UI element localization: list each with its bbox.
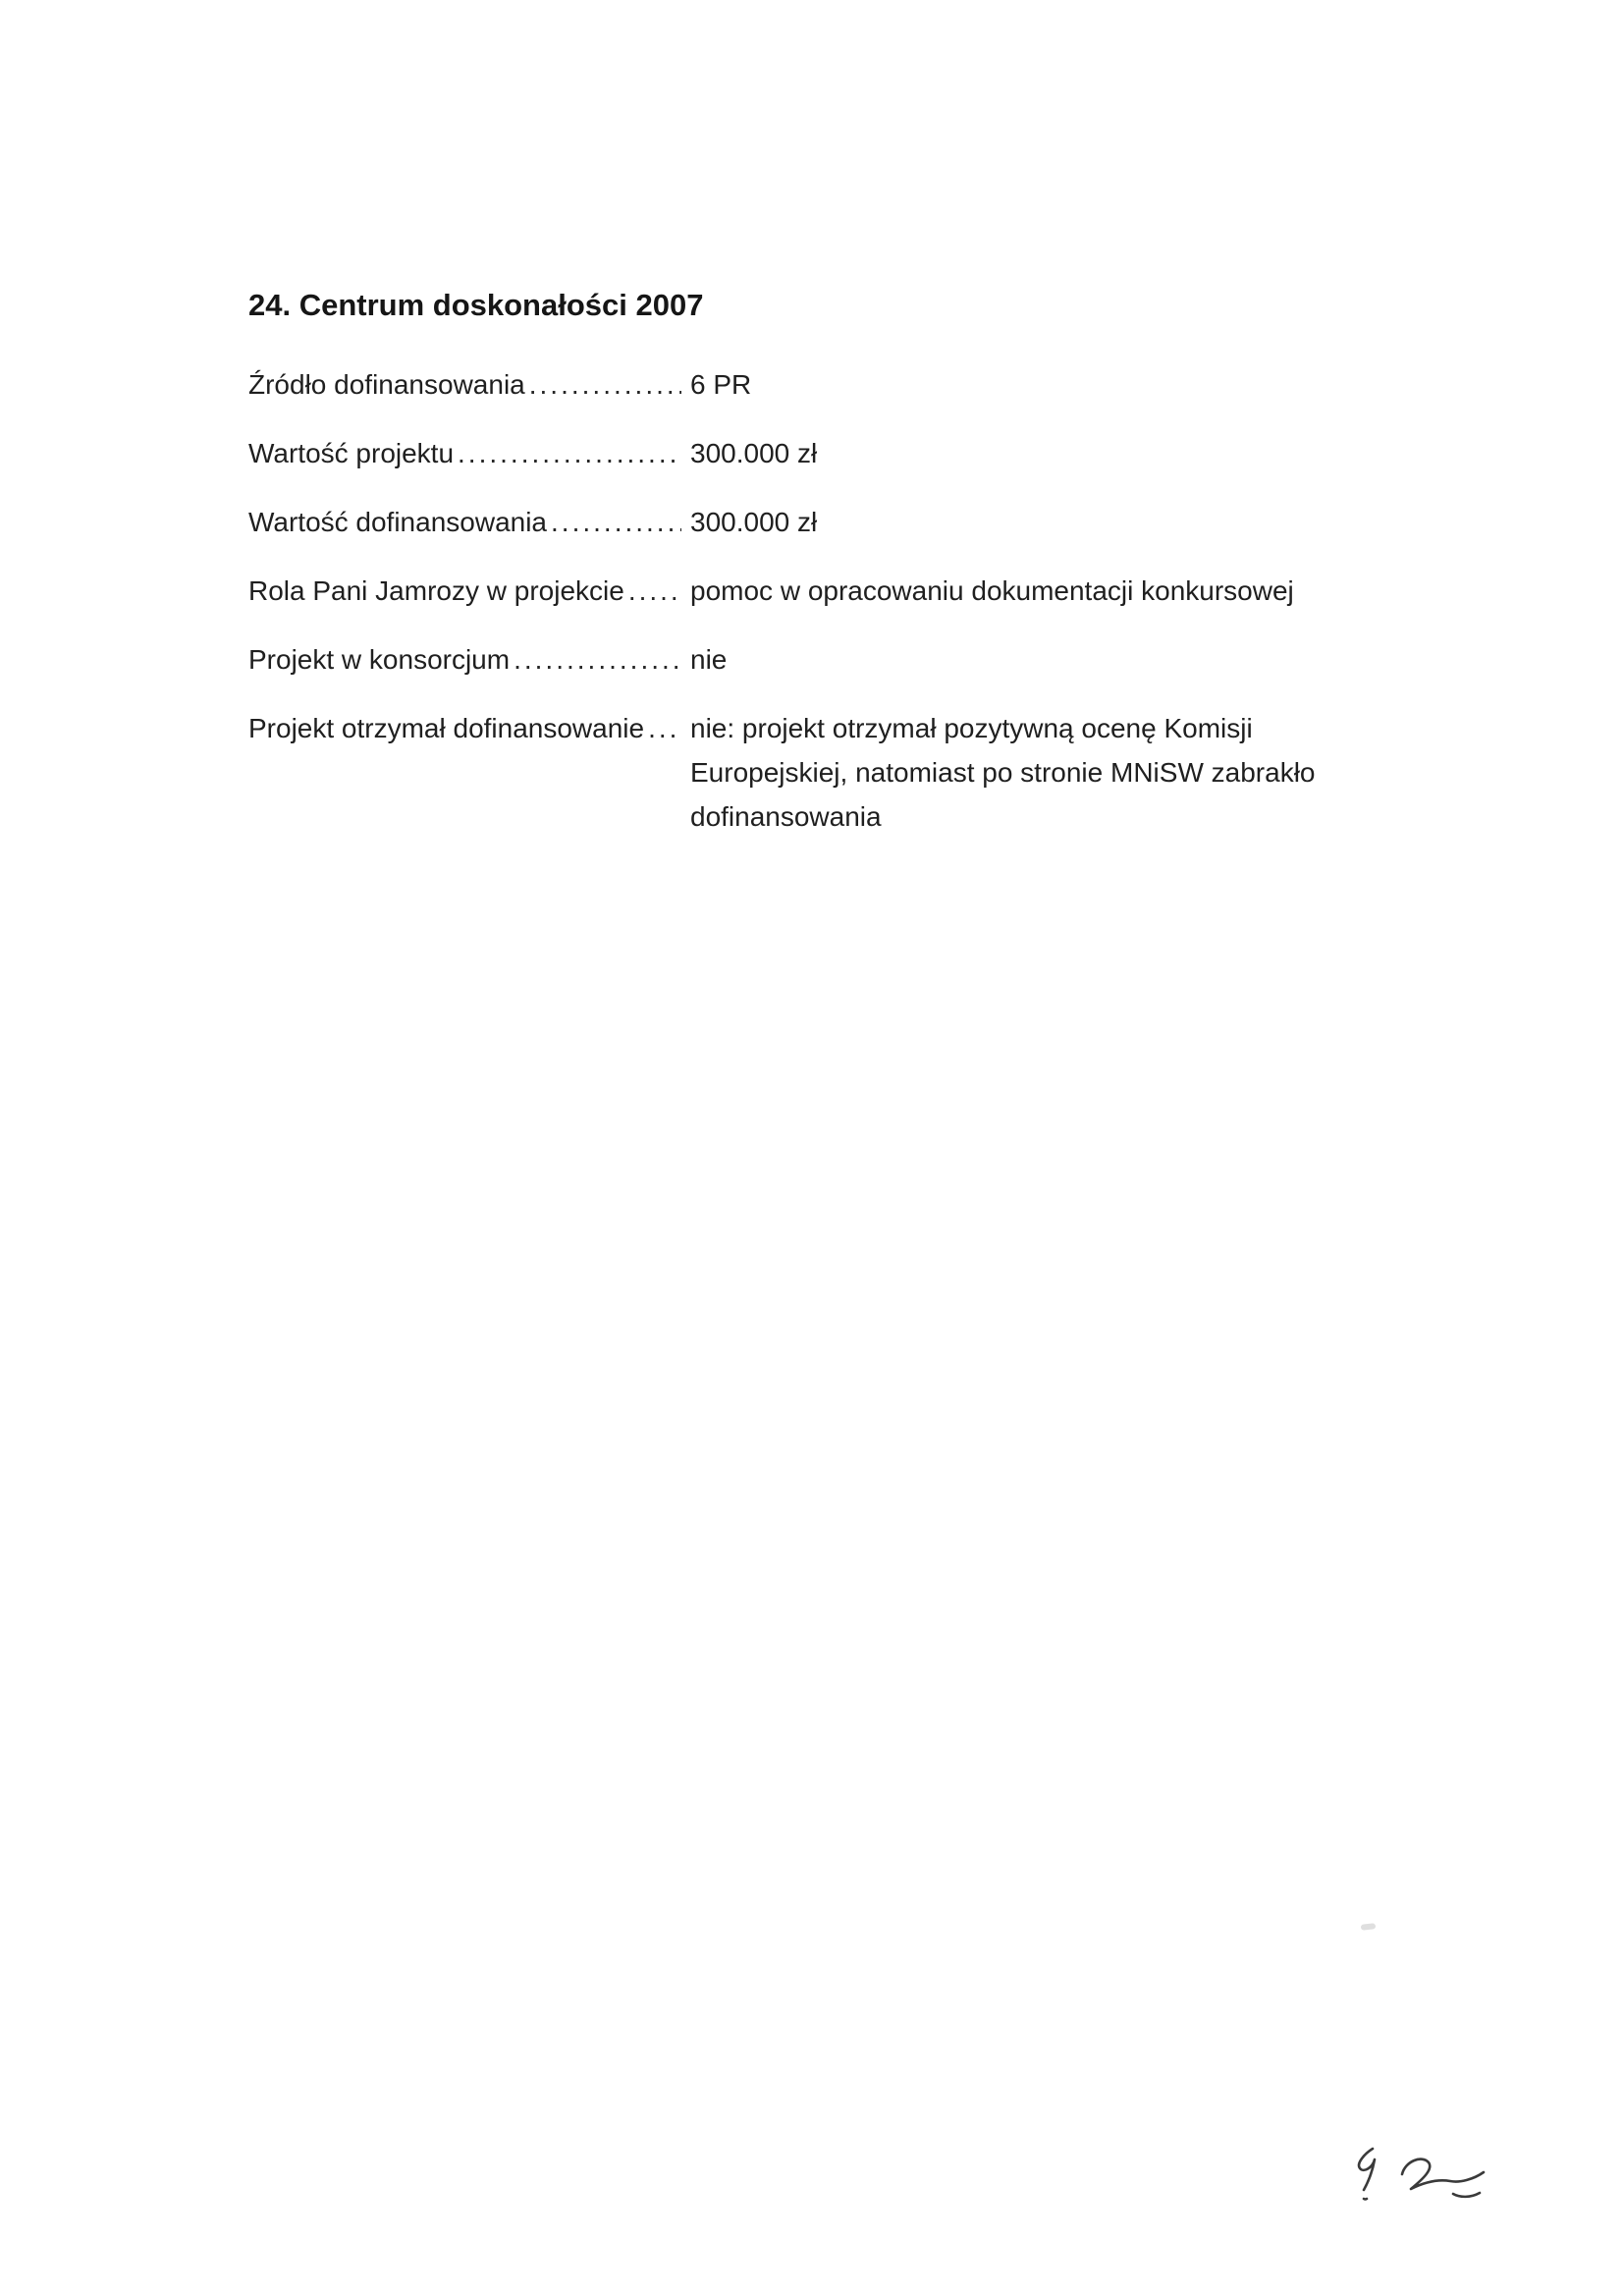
scan-artifact-speck: [1361, 1923, 1377, 1931]
field-row-funding-source: [248, 362, 1476, 407]
leader-dots: [648, 706, 681, 750]
field-row-funding-received: [248, 706, 1476, 839]
field-value: nie: projekt otrzymał pozytywną ocenę Komisji Europejskiej, natomiast po stronie MNiSW zabrakło dofinansowania: [690, 713, 1316, 832]
field-row-consortium: [248, 637, 1476, 682]
leader-dots: [551, 500, 681, 544]
field-row-funding-value: [248, 500, 1476, 544]
field-value: pomoc w opracowaniu dokumentacji konkursowej: [690, 575, 1294, 606]
field-value: 300.000 zł: [690, 438, 818, 468]
leader-dots: [458, 431, 681, 475]
handwritten-signature-icon: [1327, 2139, 1494, 2227]
field-label: Projekt otrzymał dofinansowanie: [248, 713, 645, 743]
field-row-role: [248, 569, 1476, 613]
field-row-project-value: [248, 431, 1476, 475]
field-label: Rola Pani Jamrozy w projekcie: [248, 575, 624, 606]
field-label: Projekt w konsorcjum: [248, 644, 511, 675]
leader-dots: [628, 569, 681, 613]
field-label: Wartość dofinansowania: [248, 507, 548, 537]
field-label: Źródło dofinansowania: [248, 369, 525, 400]
field-value: 300.000 zł: [690, 507, 818, 537]
section-heading: 24. Centrum doskonałości 2007: [248, 288, 704, 322]
field-value: nie: [690, 644, 728, 675]
field-label: Wartość projektu: [248, 438, 455, 468]
document-body: [248, 284, 1476, 863]
leader-dots: [514, 637, 681, 682]
leader-dots: [529, 362, 681, 407]
field-value: 6 PR: [690, 369, 752, 400]
